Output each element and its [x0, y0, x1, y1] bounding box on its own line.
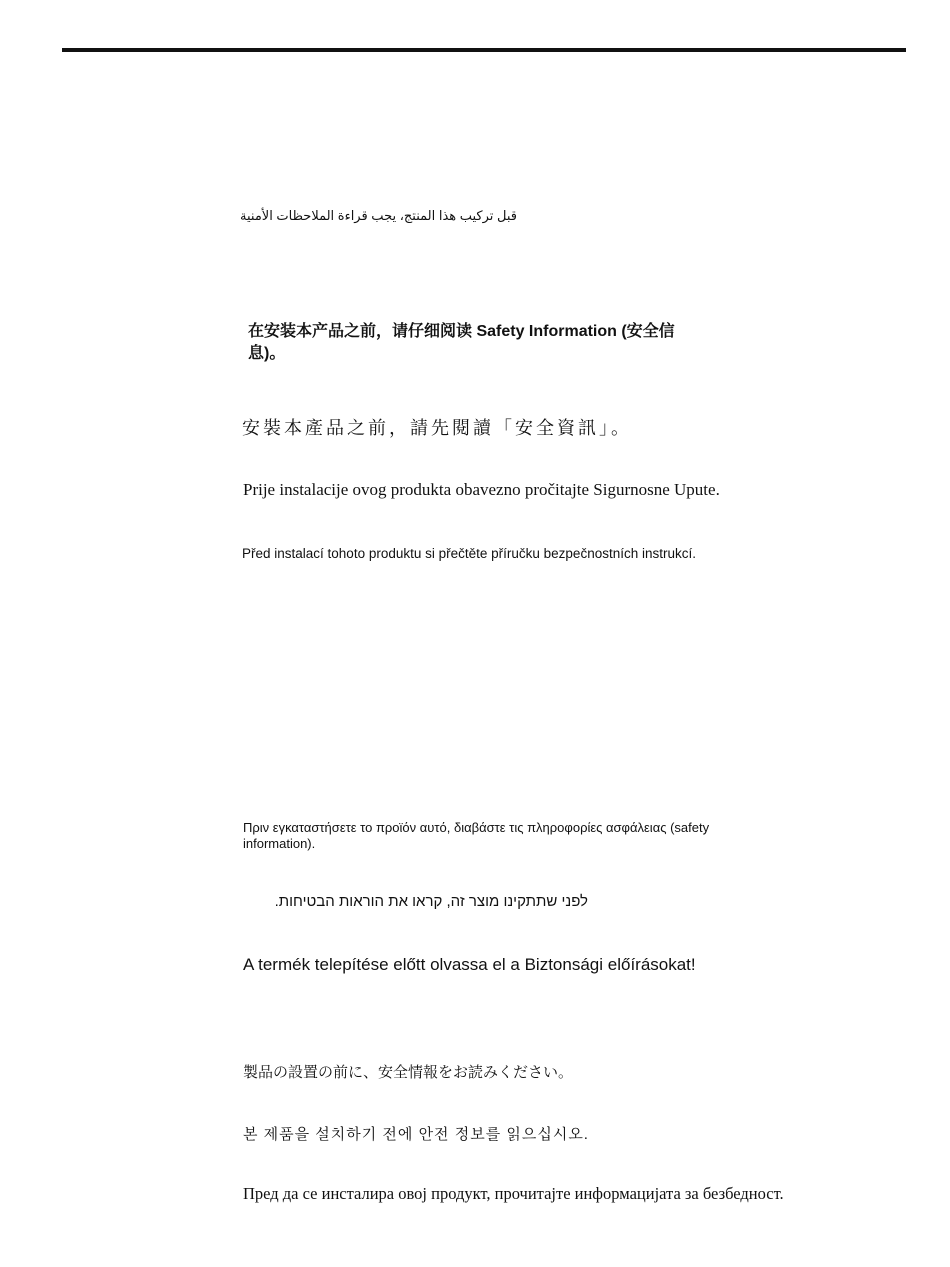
safety-notice-arabic: قبل تركيب هذا المنتج، يجب قراءة الملاحظات الأمنية	[240, 208, 517, 223]
top-rule	[62, 48, 906, 52]
safety-notice-chinese-simplified: 在安装本产品之前，请仔细阅读 Safety Information (安全信息)。	[248, 323, 675, 362]
safety-notice-japanese: 製品の設置の前に、安全情報をお読みください。	[243, 1064, 574, 1081]
safety-notice-greek: Πριν εγκαταστήσετε το προϊόν αυτό, διαβάστε τις πληροφορίες ασφάλειας (safety information).	[243, 820, 710, 851]
safety-notice-korean: 본 제품을 설치하기 전에 안전 정보를 읽으십시오.	[243, 1126, 589, 1143]
safety-notice-macedonian: Пред да се инсталира овој продукт, прочитајте информацијата за безбедност.	[243, 1184, 784, 1203]
safety-notice-hebrew: לפני שתתקינו מוצר זה, קראו את הוראות הבטיחות.	[274, 893, 588, 910]
safety-notice-croatian: Prije instalacije ovog produkta obavezno pročitajte Sigurnosne Upute.	[243, 480, 720, 499]
safety-notice-chinese-traditional: 安裝本產品之前，請先閱讀「安全資訊」。	[242, 418, 632, 439]
safety-notice-czech: Před instalací tohoto produktu si přečtěte příručku bezpečnostních instrukcí.	[242, 546, 696, 561]
safety-notice-hungarian: A termék telepítése előtt olvassa el a Biztonsági előírásokat!	[243, 955, 696, 974]
